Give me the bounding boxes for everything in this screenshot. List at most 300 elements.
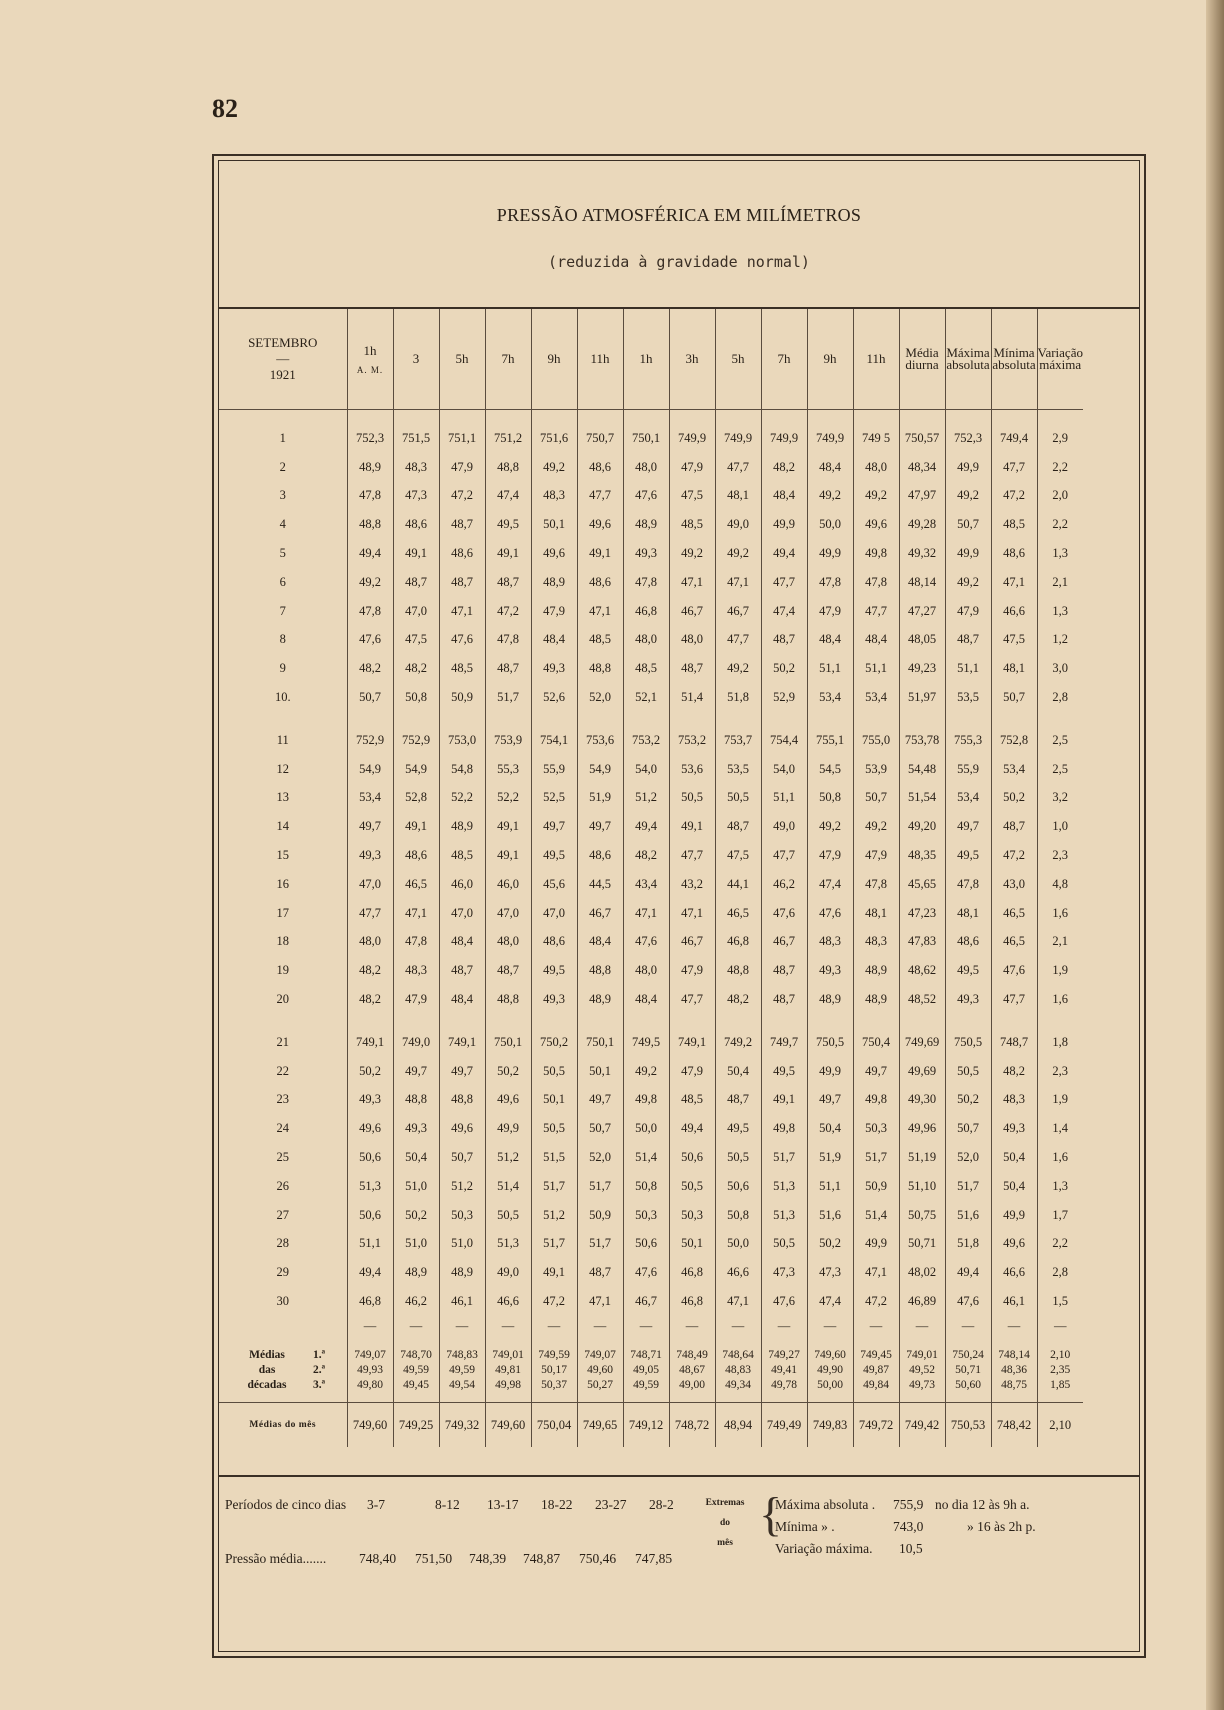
- period-value: 13-17: [487, 1497, 519, 1512]
- value-cell: 47,7: [577, 482, 623, 511]
- gap-cell: [899, 712, 945, 726]
- value-cell: 50,7: [577, 1114, 623, 1143]
- value-cell: 48,0: [623, 956, 669, 985]
- gap-cell: [485, 712, 531, 726]
- value-cell: 47,0: [393, 597, 439, 626]
- value-cell: 47,4: [485, 482, 531, 511]
- value-cell: 48,4: [761, 482, 807, 511]
- minima-cell: 53,4: [991, 755, 1037, 784]
- table-row: [219, 482, 1083, 511]
- average-cell: 49,59: [623, 1378, 669, 1403]
- value-cell: 49,9: [485, 1114, 531, 1143]
- gap-cell: [991, 712, 1037, 726]
- gap-cell: [945, 1014, 991, 1028]
- table-row: [219, 1057, 1083, 1086]
- dash-cell: —: [715, 1316, 761, 1338]
- value-cell: 55,9: [531, 755, 577, 784]
- table-row: [219, 870, 1083, 899]
- value-cell: 48,5: [439, 654, 485, 683]
- value-cell: 48,7: [393, 568, 439, 597]
- average-cell: 749,45: [853, 1338, 899, 1363]
- value-cell: 47,1: [853, 1258, 899, 1287]
- value-cell: 46,6: [485, 1287, 531, 1316]
- value-cell: 52,0: [577, 1143, 623, 1172]
- value-cell: 48,8: [577, 654, 623, 683]
- value-cell: 46,7: [715, 597, 761, 626]
- value-cell: 52,0: [577, 683, 623, 712]
- value-cell: 48,9: [577, 985, 623, 1014]
- media-cell: 49,32: [899, 539, 945, 568]
- table-row: [219, 841, 1083, 870]
- hour-header: 11h: [853, 309, 899, 410]
- average-cell: 50,60: [945, 1378, 991, 1403]
- value-cell: 47,7: [715, 626, 761, 655]
- media-cell: 54,48: [899, 755, 945, 784]
- value-cell: 54,0: [623, 755, 669, 784]
- gap-cell: [219, 1014, 347, 1028]
- value-cell: 48,3: [807, 928, 853, 957]
- value-cell: 47,9: [531, 597, 577, 626]
- value-cell: 48,6: [577, 568, 623, 597]
- value-cell: 54,9: [577, 755, 623, 784]
- value-cell: 47,9: [669, 1057, 715, 1086]
- minima-cell: 47,6: [991, 956, 1037, 985]
- row-gap: [219, 410, 1083, 425]
- variacao-cell: 1,9: [1037, 1086, 1083, 1115]
- value-cell: 50,7: [439, 1143, 485, 1172]
- media-cell: 49,28: [899, 510, 945, 539]
- maxima-cell: 47,9: [945, 597, 991, 626]
- hour-header: 7h: [485, 309, 531, 410]
- table-row: [219, 1287, 1083, 1316]
- monthly-label: Médias do mês: [219, 1403, 347, 1448]
- hour-header: [347, 309, 393, 410]
- value-cell: 49,1: [393, 812, 439, 841]
- average-cell: 48,75: [991, 1378, 1037, 1403]
- dash-cell: —: [807, 1316, 853, 1338]
- average-cell: 49,84: [853, 1378, 899, 1403]
- pressure-value: 748,87: [523, 1551, 561, 1566]
- table-row: [219, 1143, 1083, 1172]
- row-gap: [219, 712, 1083, 726]
- value-cell: 43,4: [623, 870, 669, 899]
- maxima-cell: 51,7: [945, 1172, 991, 1201]
- average-cell: 749,27: [761, 1338, 807, 1363]
- value-cell: 48,8: [347, 510, 393, 539]
- dash-cell: —: [347, 1316, 393, 1338]
- value-cell: 50,5: [715, 784, 761, 813]
- value-cell: 47,5: [393, 626, 439, 655]
- value-cell: 48,9: [347, 453, 393, 482]
- media-cell: 49,23: [899, 654, 945, 683]
- value-cell: 47,6: [807, 899, 853, 928]
- value-cell: 48,7: [715, 1086, 761, 1115]
- value-cell: 55,3: [485, 755, 531, 784]
- value-cell: 50,5: [531, 1114, 577, 1143]
- hour-header: 7h: [761, 309, 807, 410]
- value-cell: 48,6: [577, 841, 623, 870]
- value-cell: 52,1: [623, 683, 669, 712]
- media-cell: 48,14: [899, 568, 945, 597]
- table-row: [219, 626, 1083, 655]
- value-cell: 48,4: [623, 985, 669, 1014]
- value-cell: 752,9: [347, 726, 393, 755]
- value-cell: 50,9: [439, 683, 485, 712]
- value-cell: 49,4: [761, 539, 807, 568]
- value-cell: 48,4: [807, 453, 853, 482]
- value-cell: 51,6: [807, 1201, 853, 1230]
- value-cell: 51,7: [577, 1172, 623, 1201]
- variacao-cell: 1,7: [1037, 1201, 1083, 1230]
- minima-cell: 749,4: [991, 424, 1037, 453]
- gap-cell: [899, 410, 945, 425]
- gap-cell: [669, 410, 715, 425]
- average-cell: 48,36: [991, 1363, 1037, 1378]
- day-cell: 29: [276, 1265, 289, 1280]
- value-cell: 49,4: [623, 812, 669, 841]
- value-cell: 48,8: [439, 1086, 485, 1115]
- footer: [219, 1479, 1139, 1649]
- table-frame: [212, 154, 1146, 1658]
- maxima-cell: 48,7: [945, 626, 991, 655]
- minima-cell: 48,7: [991, 812, 1037, 841]
- value-cell: 754,1: [531, 726, 577, 755]
- table-row: [219, 928, 1083, 957]
- maxima-cell: 49,3: [945, 985, 991, 1014]
- media-cell: 48,34: [899, 453, 945, 482]
- value-cell: 49,7: [853, 1057, 899, 1086]
- maxima-cell: 49,4: [945, 1258, 991, 1287]
- value-cell: 749,9: [761, 424, 807, 453]
- day-cell: 14: [276, 819, 289, 834]
- day-cell: 17: [276, 905, 289, 920]
- variacao-cell: 4,8: [1037, 870, 1083, 899]
- value-cell: 49,6: [853, 510, 899, 539]
- monthly-average-cell: 748,42: [991, 1403, 1037, 1448]
- day-cell: 21: [276, 1034, 289, 1049]
- maxima-cell: 53,5: [945, 683, 991, 712]
- value-cell: 47,8: [393, 928, 439, 957]
- decade-label-text: décadas: [247, 1378, 287, 1391]
- variacao-cell: 1,6: [1037, 1143, 1083, 1172]
- value-cell: 51,0: [393, 1172, 439, 1201]
- maxima-cell: 49,9: [945, 539, 991, 568]
- average-cell: 49,93: [347, 1363, 393, 1378]
- minima-cell: 50,4: [991, 1172, 1037, 1201]
- value-cell: 753,9: [485, 726, 531, 755]
- value-cell: 50,0: [715, 1230, 761, 1259]
- value-cell: 751,1: [439, 424, 485, 453]
- value-cell: 51,3: [761, 1201, 807, 1230]
- value-cell: 47,4: [807, 1287, 853, 1316]
- value-cell: 53,4: [807, 683, 853, 712]
- value-cell: 49,9: [807, 539, 853, 568]
- value-cell: 48,2: [347, 654, 393, 683]
- value-cell: 50,4: [807, 1114, 853, 1143]
- value-cell: 49,4: [347, 539, 393, 568]
- value-cell: 49,4: [347, 1258, 393, 1287]
- value-cell: 49,6: [347, 1114, 393, 1143]
- gap-cell: [1037, 410, 1083, 425]
- value-cell: 51,7: [531, 1230, 577, 1259]
- value-cell: 47,1: [577, 1287, 623, 1316]
- value-cell: 49,0: [485, 1258, 531, 1287]
- maxima-cell: 50,2: [945, 1086, 991, 1115]
- value-cell: 48,5: [577, 626, 623, 655]
- value-cell: 47,6: [623, 928, 669, 957]
- month-header: [219, 309, 347, 410]
- maxima-cell: 47,6: [945, 1287, 991, 1316]
- decade-ordinal: 1.ª: [313, 1349, 326, 1362]
- day-cell: 16: [276, 876, 289, 891]
- media-cell: 49,20: [899, 812, 945, 841]
- minima-cell: 43,0: [991, 870, 1037, 899]
- variacao-cell: 2,8: [1037, 683, 1083, 712]
- maxima-cell: 750,5: [945, 1028, 991, 1057]
- gap-cell: [991, 410, 1037, 425]
- pressure-table: [219, 309, 1083, 1447]
- value-cell: 749,9: [669, 424, 715, 453]
- table-row: [219, 568, 1083, 597]
- table-row: [219, 899, 1083, 928]
- value-cell: 50,8: [393, 683, 439, 712]
- value-cell: 48,5: [439, 841, 485, 870]
- value-cell: 46,6: [715, 1258, 761, 1287]
- table-row: [219, 1114, 1083, 1143]
- value-cell: 49,1: [485, 812, 531, 841]
- value-cell: 47,0: [485, 899, 531, 928]
- value-cell: 48,8: [485, 453, 531, 482]
- gap-cell: [577, 410, 623, 425]
- table-body: [219, 410, 1083, 1448]
- value-cell: 50,8: [623, 1172, 669, 1201]
- value-cell: 53,5: [715, 755, 761, 784]
- table-row: [219, 1201, 1083, 1230]
- pressure-label: Pressão média.......: [225, 1551, 327, 1566]
- value-cell: 51,4: [853, 1201, 899, 1230]
- value-cell: 51,9: [577, 784, 623, 813]
- hour-header: 5h: [439, 309, 485, 410]
- media-cell: 47,83: [899, 928, 945, 957]
- decade-ordinal: 3.ª: [313, 1378, 326, 1391]
- value-cell: 49,8: [853, 1086, 899, 1115]
- average-cell: 49,34: [715, 1378, 761, 1403]
- value-cell: 50,7: [347, 683, 393, 712]
- value-cell: 51,1: [807, 1172, 853, 1201]
- value-cell: 47,2: [439, 482, 485, 511]
- value-cell: 48,9: [853, 985, 899, 1014]
- value-cell: 48,8: [715, 956, 761, 985]
- variacao-cell: 1,6: [1037, 985, 1083, 1014]
- value-cell: 44,1: [715, 870, 761, 899]
- value-cell: 49,2: [807, 812, 853, 841]
- value-cell: 47,9: [669, 453, 715, 482]
- value-cell: 49,0: [761, 812, 807, 841]
- value-cell: 49,5: [761, 1057, 807, 1086]
- value-cell: 50,0: [623, 1114, 669, 1143]
- value-cell: 48,6: [393, 510, 439, 539]
- header-row: [219, 309, 1083, 410]
- average-cell: 49,87: [853, 1363, 899, 1378]
- page-edge: [1206, 0, 1224, 1710]
- extreme-value: 10,5: [899, 1541, 923, 1556]
- monthly-average-cell: 748,72: [669, 1403, 715, 1448]
- value-cell: 51,7: [761, 1143, 807, 1172]
- value-cell: 48,7: [485, 568, 531, 597]
- average-cell: 49,05: [623, 1363, 669, 1378]
- variacao-cell: 1,5: [1037, 1287, 1083, 1316]
- value-cell: 49,8: [623, 1086, 669, 1115]
- hour-label: 1h: [363, 343, 377, 358]
- day-cell: 11: [276, 732, 289, 747]
- average-cell: 2,10: [1037, 1338, 1083, 1363]
- value-cell: 48,3: [393, 453, 439, 482]
- pressure-value: 748,40: [359, 1551, 397, 1566]
- minima-cell: 49,9: [991, 1201, 1037, 1230]
- day-cell: 27: [276, 1207, 289, 1222]
- value-cell: 749,1: [347, 1028, 393, 1057]
- value-cell: 48,9: [853, 956, 899, 985]
- value-cell: 47,3: [807, 1258, 853, 1287]
- media-cell: 48,35: [899, 841, 945, 870]
- maxima-cell: 49,2: [945, 482, 991, 511]
- gap-cell: [623, 1014, 669, 1028]
- value-cell: 50,1: [531, 510, 577, 539]
- value-cell: 52,8: [393, 784, 439, 813]
- average-cell: 48,83: [715, 1363, 761, 1378]
- average-cell: 749,01: [485, 1338, 531, 1363]
- value-cell: 749,1: [669, 1028, 715, 1057]
- value-cell: 753,2: [623, 726, 669, 755]
- value-cell: 49,1: [485, 539, 531, 568]
- average-cell: 2,35: [1037, 1363, 1083, 1378]
- value-cell: 48,7: [715, 812, 761, 841]
- maxima-cell: 51,1: [945, 654, 991, 683]
- average-cell: 49,78: [761, 1378, 807, 1403]
- extreme-label: Máxima absoluta .: [775, 1497, 876, 1512]
- variacao-cell: 2,2: [1037, 1230, 1083, 1259]
- value-cell: 48,9: [439, 812, 485, 841]
- value-cell: 751,6: [531, 424, 577, 453]
- value-cell: 49,3: [623, 539, 669, 568]
- value-cell: 49,7: [347, 812, 393, 841]
- value-cell: 49,2: [531, 453, 577, 482]
- value-cell: 46,2: [761, 870, 807, 899]
- table-row: [219, 1086, 1083, 1115]
- value-cell: 48,9: [439, 1258, 485, 1287]
- value-cell: 47,9: [393, 985, 439, 1014]
- value-cell: 51,2: [623, 784, 669, 813]
- table-row: [219, 1258, 1083, 1287]
- variacao-cell: 1,4: [1037, 1114, 1083, 1143]
- value-cell: 50,6: [347, 1143, 393, 1172]
- value-cell: 45,6: [531, 870, 577, 899]
- value-cell: 49,2: [715, 539, 761, 568]
- value-cell: 50,2: [761, 654, 807, 683]
- value-cell: 48,9: [807, 985, 853, 1014]
- maxima-cell: 48,6: [945, 928, 991, 957]
- value-cell: 49,2: [807, 482, 853, 511]
- minima-cell: 48,6: [991, 539, 1037, 568]
- maxima-cell: 51,6: [945, 1201, 991, 1230]
- day-cell: 4: [279, 517, 286, 532]
- value-cell: 49,7: [577, 1086, 623, 1115]
- value-cell: 50,4: [393, 1143, 439, 1172]
- table-row: [219, 453, 1083, 482]
- value-cell: 44,5: [577, 870, 623, 899]
- value-cell: 50,9: [577, 1201, 623, 1230]
- table-frame-inner: [218, 160, 1140, 1652]
- value-cell: 47,7: [853, 597, 899, 626]
- day-cell: 5: [279, 546, 286, 561]
- value-cell: 51,7: [485, 683, 531, 712]
- maxima-cell: 49,2: [945, 568, 991, 597]
- value-cell: 51,3: [761, 1172, 807, 1201]
- gap-cell: [393, 712, 439, 726]
- value-cell: 48,9: [393, 1258, 439, 1287]
- value-cell: 48,8: [393, 1086, 439, 1115]
- variacao-cell: 3,2: [1037, 784, 1083, 813]
- value-cell: 47,7: [669, 985, 715, 1014]
- value-cell: 749,0: [393, 1028, 439, 1057]
- value-cell: 53,4: [347, 784, 393, 813]
- average-cell: 749,07: [347, 1338, 393, 1363]
- pressure-value: 751,50: [415, 1551, 453, 1566]
- value-cell: 48,1: [853, 899, 899, 928]
- minima-cell: 47,1: [991, 568, 1037, 597]
- variacao-cell: 2,0: [1037, 482, 1083, 511]
- value-cell: 49,9: [761, 510, 807, 539]
- gap-cell: [807, 1014, 853, 1028]
- average-cell: 49,59: [393, 1363, 439, 1378]
- hour-header: 9h: [807, 309, 853, 410]
- value-cell: 48,4: [807, 626, 853, 655]
- day-cell: 22: [276, 1063, 289, 1078]
- monthly-average-cell: 750,53: [945, 1403, 991, 1448]
- value-cell: 750,1: [623, 424, 669, 453]
- footer-divider: [219, 1475, 1139, 1477]
- value-cell: 51,0: [393, 1230, 439, 1259]
- value-cell: 48,9: [623, 510, 669, 539]
- day-cell: 7: [279, 603, 286, 618]
- value-cell: 48,8: [485, 985, 531, 1014]
- value-cell: 46,5: [715, 899, 761, 928]
- average-cell: 49,81: [485, 1363, 531, 1378]
- dash-cell: —: [439, 1316, 485, 1338]
- media-cell: 51,10: [899, 1172, 945, 1201]
- value-cell: 49,1: [393, 539, 439, 568]
- value-cell: 47,0: [439, 899, 485, 928]
- value-cell: 47,0: [531, 899, 577, 928]
- value-cell: 48,2: [715, 985, 761, 1014]
- average-cell: 50,71: [945, 1363, 991, 1378]
- value-cell: 49,1: [531, 1258, 577, 1287]
- hour-header: 9h: [531, 309, 577, 410]
- dash-cell: —: [945, 1316, 991, 1338]
- value-cell: 755,0: [853, 726, 899, 755]
- gap-cell: [945, 712, 991, 726]
- value-cell: 50,1: [577, 1057, 623, 1086]
- value-cell: 49,7: [439, 1057, 485, 1086]
- media-cell: 47,97: [899, 482, 945, 511]
- value-cell: 47,1: [623, 899, 669, 928]
- value-cell: 48,2: [347, 956, 393, 985]
- value-cell: 750,7: [577, 424, 623, 453]
- value-cell: 48,7: [761, 956, 807, 985]
- gap-cell: [393, 410, 439, 425]
- maxima-cell: 47,8: [945, 870, 991, 899]
- value-cell: 49,9: [853, 1230, 899, 1259]
